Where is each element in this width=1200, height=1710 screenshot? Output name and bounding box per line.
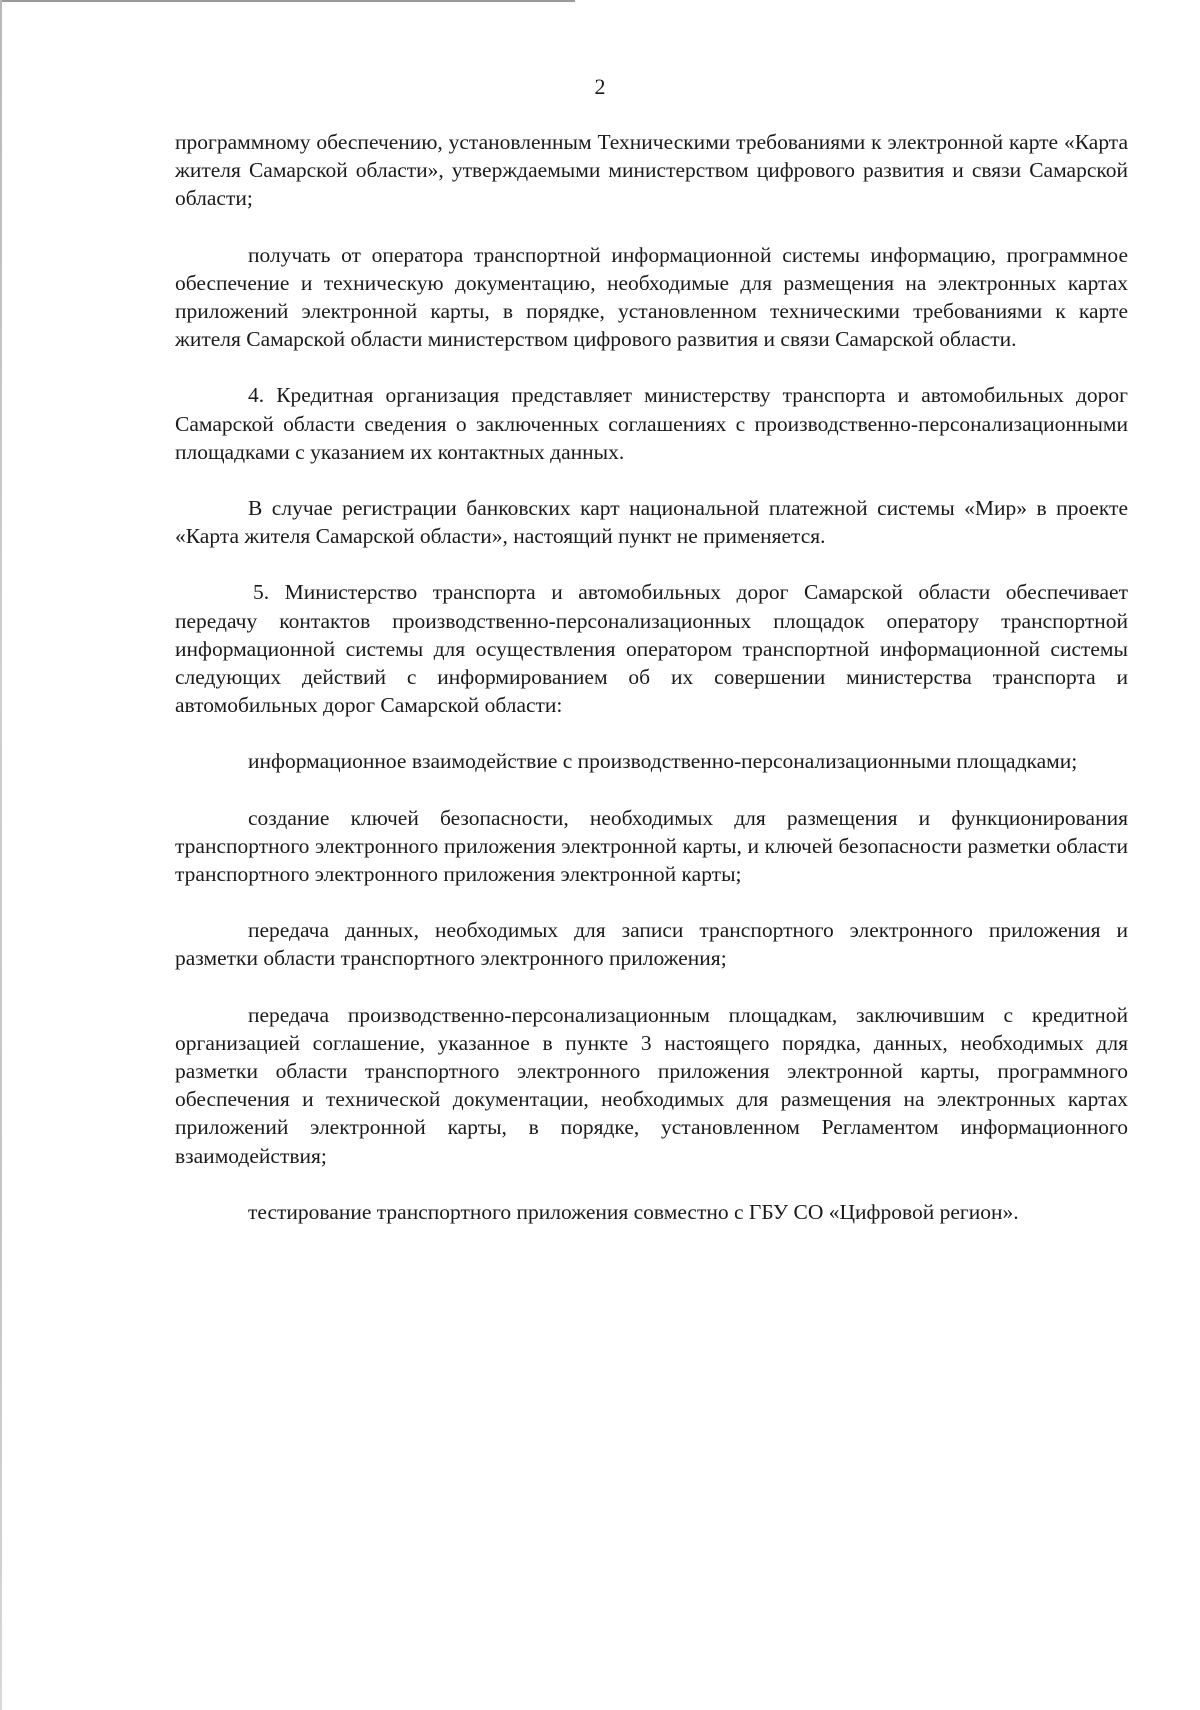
scan-edge-top (0, 0, 575, 2)
page-number: 2 (594, 74, 606, 99)
paragraph-1: программному обеспечению, установленным Техническими требованиями к электронной карте «Карта жителя Самарской области», утверждаемыми министерством цифрового развития и связи Самарской области; (175, 130, 1128, 211)
paragraph-3: 4. Кредитная организация представляет министерству транспорта и автомобильных дорог Самарской области сведения о заключенных соглашениях с производственно-персонализационными площадками с указанием их контактных данных. (175, 383, 1128, 464)
paragraph-7: создание ключей безопасности, необходимых для размещения и функционирования транспортного электронного приложения электронной карты, и ключей безопасности разметки области транспортного электронного приложения электронной карты; (175, 805, 1128, 887)
paragraph-10: тестирование транспортного приложения совместно с ГБУ СО «Цифровой регион». (248, 1199, 1019, 1224)
paragraph-5: 5. Министерство транспорта и автомобильных дорог Самарской области обеспечивает передачу контактов производственно-персонализационных площадок оператору транспортной информационной системы для осуществления оператором транспортной информационной системы следующих действий с информированием об их совершении министерства транспорта и автомобильных дорог Самарской области: (175, 580, 1128, 718)
document-body (175, 128, 1128, 1254)
paragraph-2: получать от оператора транспортной информационной системы информацию, программное обеспечение и техническую документацию, необходимые для размещения на электронных картах приложений электронной карты, в порядке, установленном техническими требованиями к карте жителя Самарской области министерством цифрового развития и связи Самарской области. (175, 242, 1128, 352)
paragraph-6: информационное взаимодействие с производственно-персонализационными площадками; (248, 749, 1078, 774)
paragraph-9: передача производственно-персонализационным площадкам, заключившим с кредитной организацией соглашение, указанное в пункте 3 настоящего порядка, данных, необходимых для разметки области транспортного электронного приложения электронной карты, программного обеспечения и технической документации, необходимых для размещения на электронных картах приложений электронной карты, в порядке, установленном Регламентом информационного взаимодействия; (175, 1002, 1128, 1168)
paragraph-8: передача данных, необходимых для записи транспортного электронного приложения и разметки области транспортного электронного приложения; (175, 918, 1128, 971)
paragraph-4: В случае регистрации банковских карт национальной платежной системы «Мир» в проекте «Карта жителя Самарской области», настоящий пункт не применяется. (175, 496, 1128, 549)
scan-edge-left (0, 0, 2, 1710)
